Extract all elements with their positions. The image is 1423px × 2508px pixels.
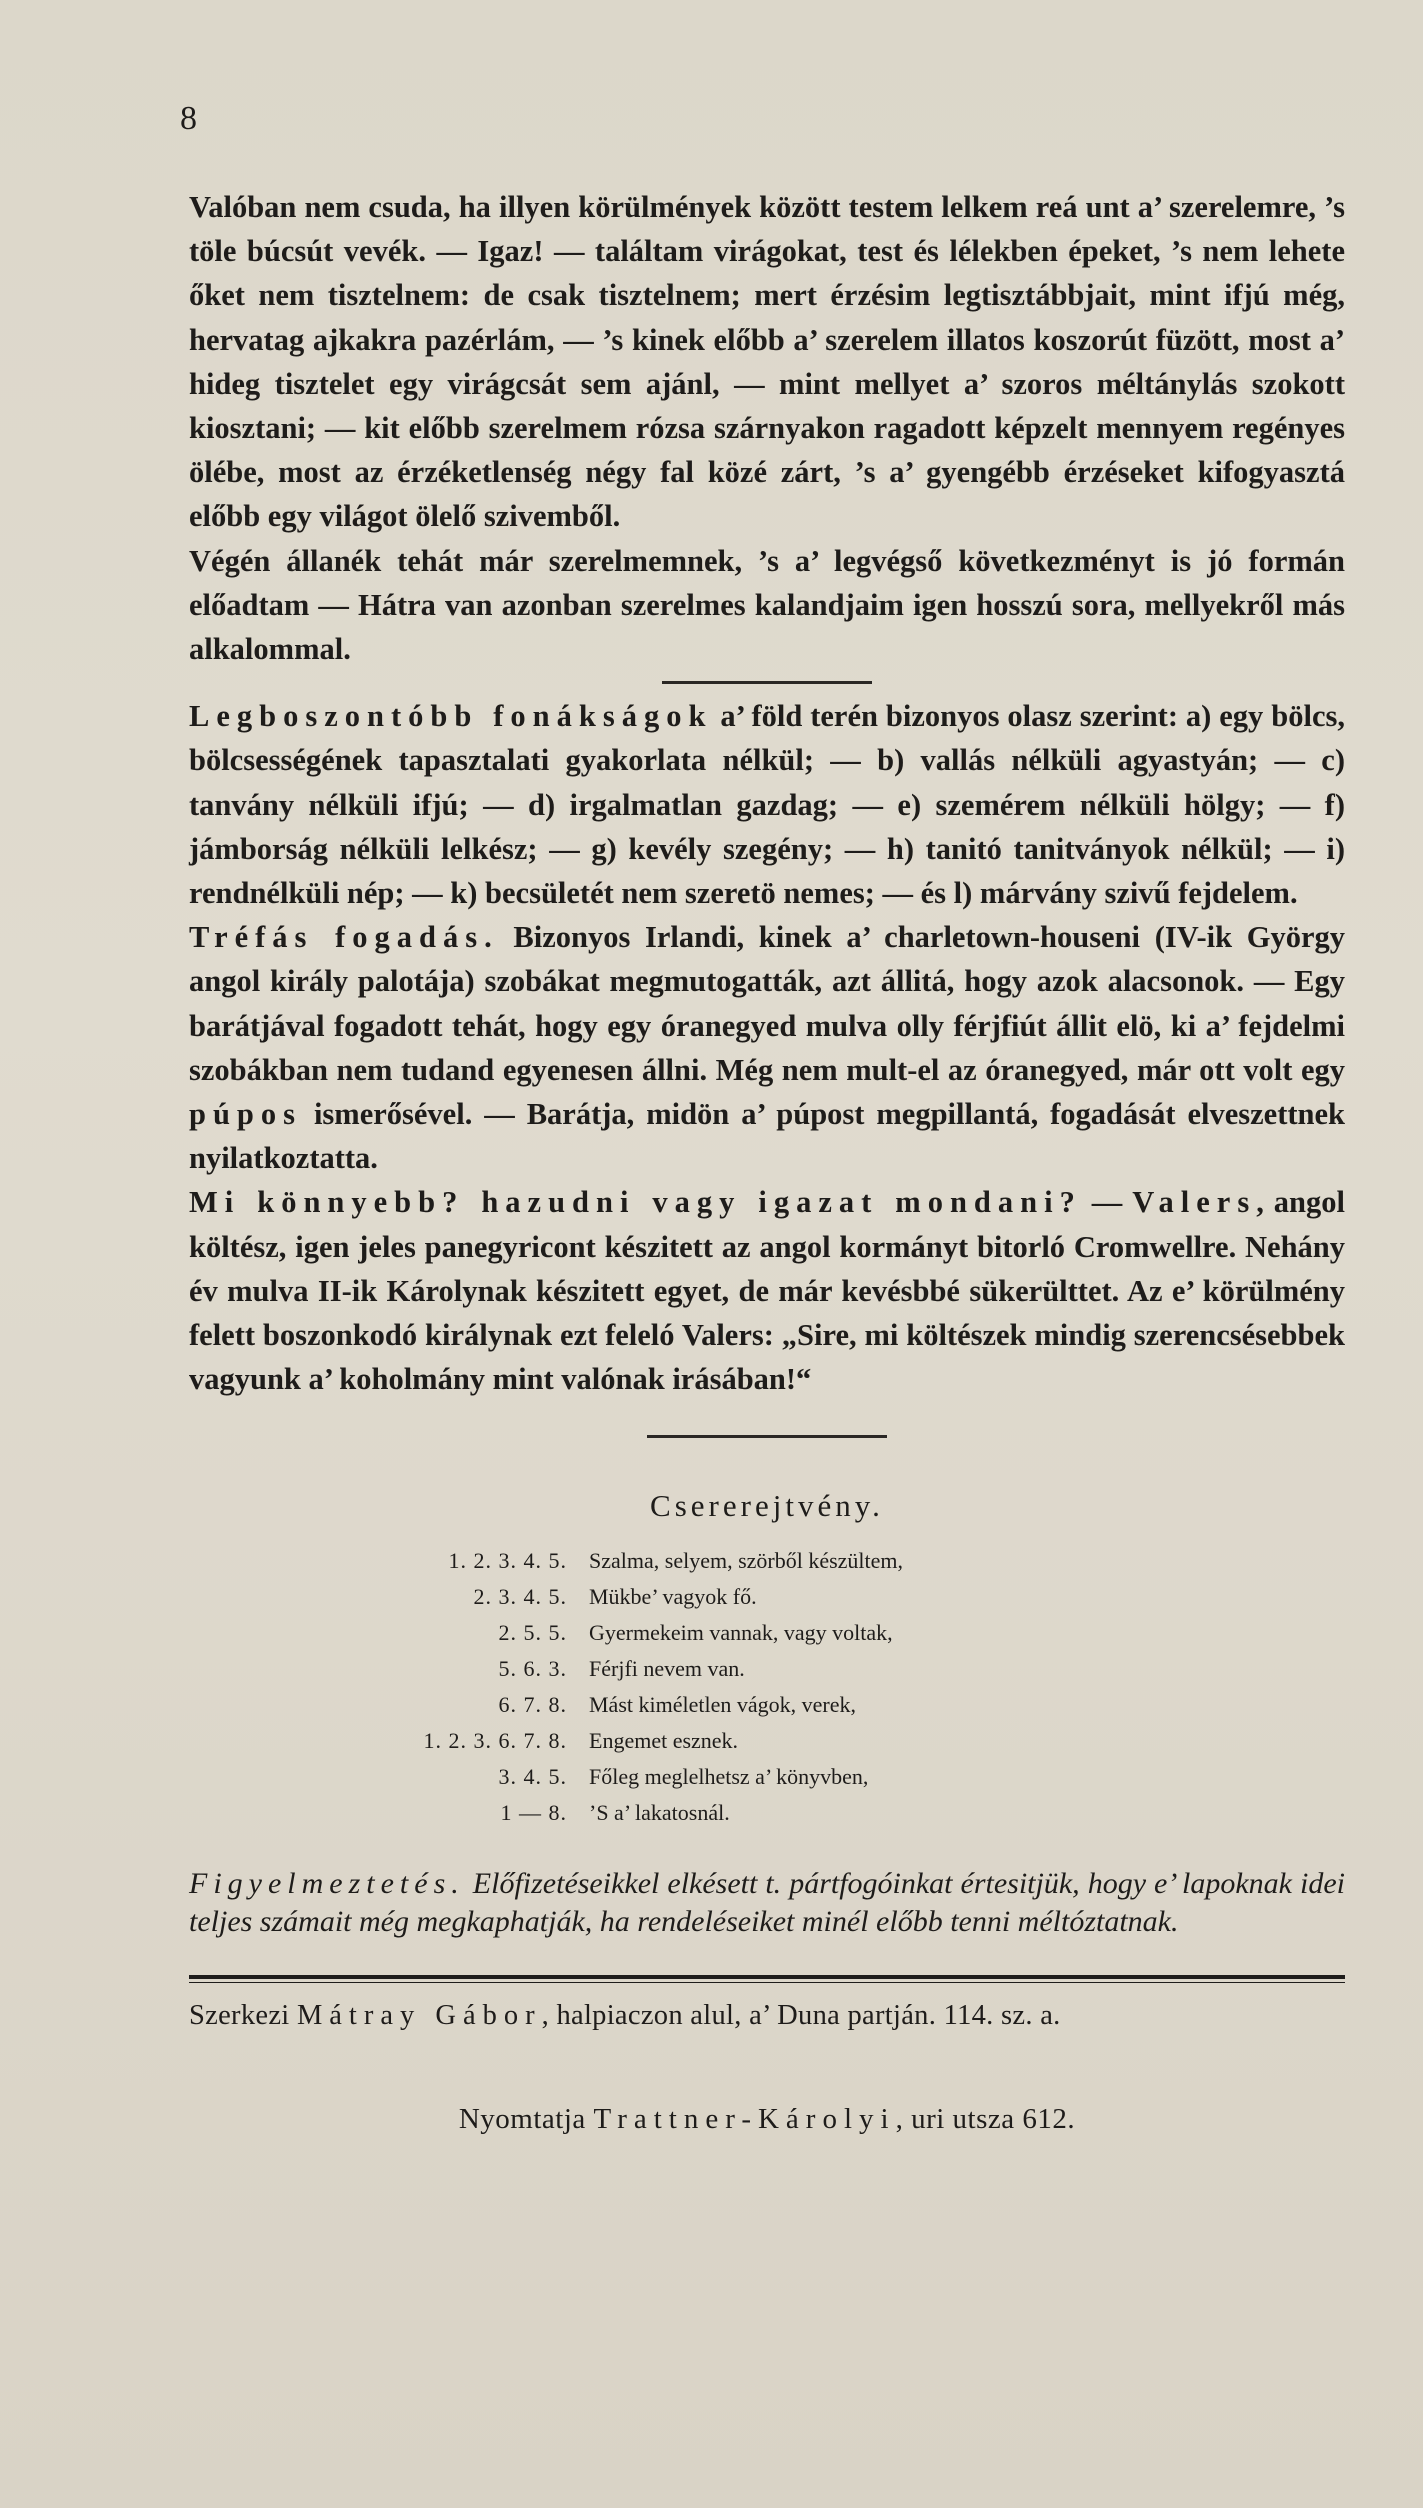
article-body [189,185,1345,2141]
puzzle-row [189,1651,1345,1687]
puzzle-row-text: Főleg meglelhetsz a’ könyvben, [589,1763,869,1789]
puzzle-row [189,1543,1345,1579]
puzzle-row [189,1615,1345,1651]
puzzle-row-numbers: 1. 2. 3. 4. 5. [448,1547,567,1573]
puzzle-row [189,1579,1345,1615]
puzzle-row-text: Mükbe’ vagyok fő. [589,1583,757,1609]
section-divider [662,681,872,684]
puzzle-row-numbers: 5. 6. 3. [498,1655,567,1681]
paragraph-wager [189,915,1345,1180]
puzzle-row-text: Mást kiméletlen vágok, verek, [589,1691,856,1717]
paragraph-2: Végén állanék tehát már szerelmemnek, ’s a’ legvégső következményt is jó formán előadtam — Hátra van azonban szerelmes kalandjaim igen hosszú sora, mellyekről más alkalommal. [189,543,1345,667]
wager-emphasis: púpos [189,1097,303,1132]
puzzle-row-numbers: 2. 5. 5. [498,1619,567,1645]
paragraph-1: Valóban nem csuda, ha illyen körülmények között testem lelkem reá unt a’ szerelemre, ’s töle búcsút vevék. — Igaz! — találtam virágokat, test és lélekben épeket, ’s nem lehete őket nem tisztelnem: de csak tisztelnem; mert érzésim legtisztábbjait, mint ifjú még, hervatag ajkakra pazérlám, — ’s kinek előbb a’ szerelem illatos koszorút füzött, most a’ hideg tisztelet egy virágcsát sem ajánl, — mint mellyet a’ szoros méltánylás szokott kiosztani; — kit előbb szerelmem rózsa szárnyakon ragadott képzelt mennyem regényes ölébe, most az érzéketlenség négy fal közé zárt, ’s a’ gyengébb érzéseket kifogyasztá előbb egy világot ölelő szivemből. [189,190,1345,534]
paragraph-absurdities [189,694,1345,915]
puzzle-row-numbers: 2. 3. 4. 5. [473,1583,567,1609]
puzzle-row [189,1795,1345,1831]
lying-heading: Mi könnyebb? hazudni vagy igazat mondani? [189,1185,1082,1220]
lying-text: , angol költész, igen jeles panegyricont készitett az angol kormányt bitorló Cromwellre. Nehány év mulva II-ik Károlynak készitett egyet, de már kevésbbé sükerülttet. Az e’ körülmény felett boszonkodó királynak ezt feleló Valers: „Sire, mi költészek mindig szerencsésebbek vagyunk a’ koholmány mint valónak irásában!“ [189,1185,1345,1397]
puzzle-row [189,1687,1345,1723]
puzzle-row-numbers: 1. 2. 3. 6. 7. 8. [423,1727,567,1753]
puzzle-row-text: Szalma, selyem, szörből készültem, [589,1547,904,1573]
absurdities-heading: Legboszontóbb fonákságok [189,699,713,734]
notice-heading: Figyelmeztetés. [189,1866,465,1900]
editor-line: Szerkezi Mátray Gábor, halpiaczon alul, a’ Duna partján. 114. sz. a. [189,1999,1061,2031]
wager-heading: Tréfás fogadás. [189,920,499,955]
puzzle-row-text: Férjfi nevem van. [589,1655,745,1681]
absurdities-text: a’ föld terén bizonyos olasz szerint: a) egy bölcs, bölcsességének tapasztalati gyakorlata nélkül; — b) vallás nélküli agyastyán; — c) tanvány nélküli ifjú; — d) irgalmatlan gazdag; — e) szemérem nélküli hölgy; — f) jámborság nélküli lelkész; — g) kevély szegény; — h) tanitó tanitványok nélkül; — i) rendnélküli nép; — k) becsületét nem szeretö nemes; — és l) márvány szivű fejdelem. [189,699,1345,911]
wager-text-b: ismerősével. — Barátja, midön a’ púpost megpillantá, fogadását elveszettnek nyilatkoztatta. [189,1097,1345,1176]
puzzle-row-text: ’S a’ lakatosnál. [589,1799,730,1825]
paragraph-lying [189,1180,1345,1401]
puzzle-title: Csererejtvény. [650,1488,884,1524]
wager-text-a: Bizonyos Irlandi, kinek a’ charletown-houseni (IV-ik György angol király palotája) szobákat megmutogatták, azt állitá, hogy azok alacsonok. — Egy barátjával fogadott tehát, hogy egy óranegyed mulva olly férjfiút állit elö, ki a’ fejdelmi szobákban nem tudand egyenesen állni. Még nem mult-el az óranegyed, már ott volt egy [189,920,1345,1087]
puzzle-row [189,1723,1345,1759]
page-number: 8 [180,100,197,137]
lying-name: Valers [1132,1185,1257,1220]
puzzle-row-numbers: 6. 7. 8. [498,1691,567,1717]
lying-dash: — [1081,1185,1133,1220]
puzzle-row [189,1759,1345,1795]
puzzle-row-numbers: 1 — 8. [500,1799,567,1825]
puzzle-row-text: Gyermekeim vannak, vagy voltak, [589,1619,893,1645]
puzzle-row-numbers: 3. 4. 5. [498,1763,567,1789]
printer-line: Nyomtatja Trattner-Károlyi, uri utsza 612. [458,2102,1076,2135]
section-divider-2 [647,1435,887,1438]
puzzle-row-text: Engemet esznek. [589,1727,739,1753]
footer-divider [189,1975,1345,1983]
puzzle [189,1543,1345,1831]
notice-text: Előfizetéseikkel elkésett t. pártfogóinkat értesitjük, hogy e’ lapoknak idei teljes számait még megkaphatják, ha rendeléseiket minél előbb tenni méltóztatnak. [189,1866,1345,1938]
editor-name: Mátray Gábor [296,1999,542,2031]
notice [189,1865,1345,1941]
printer-name: Trattner-Károlyi [593,2102,896,2135]
